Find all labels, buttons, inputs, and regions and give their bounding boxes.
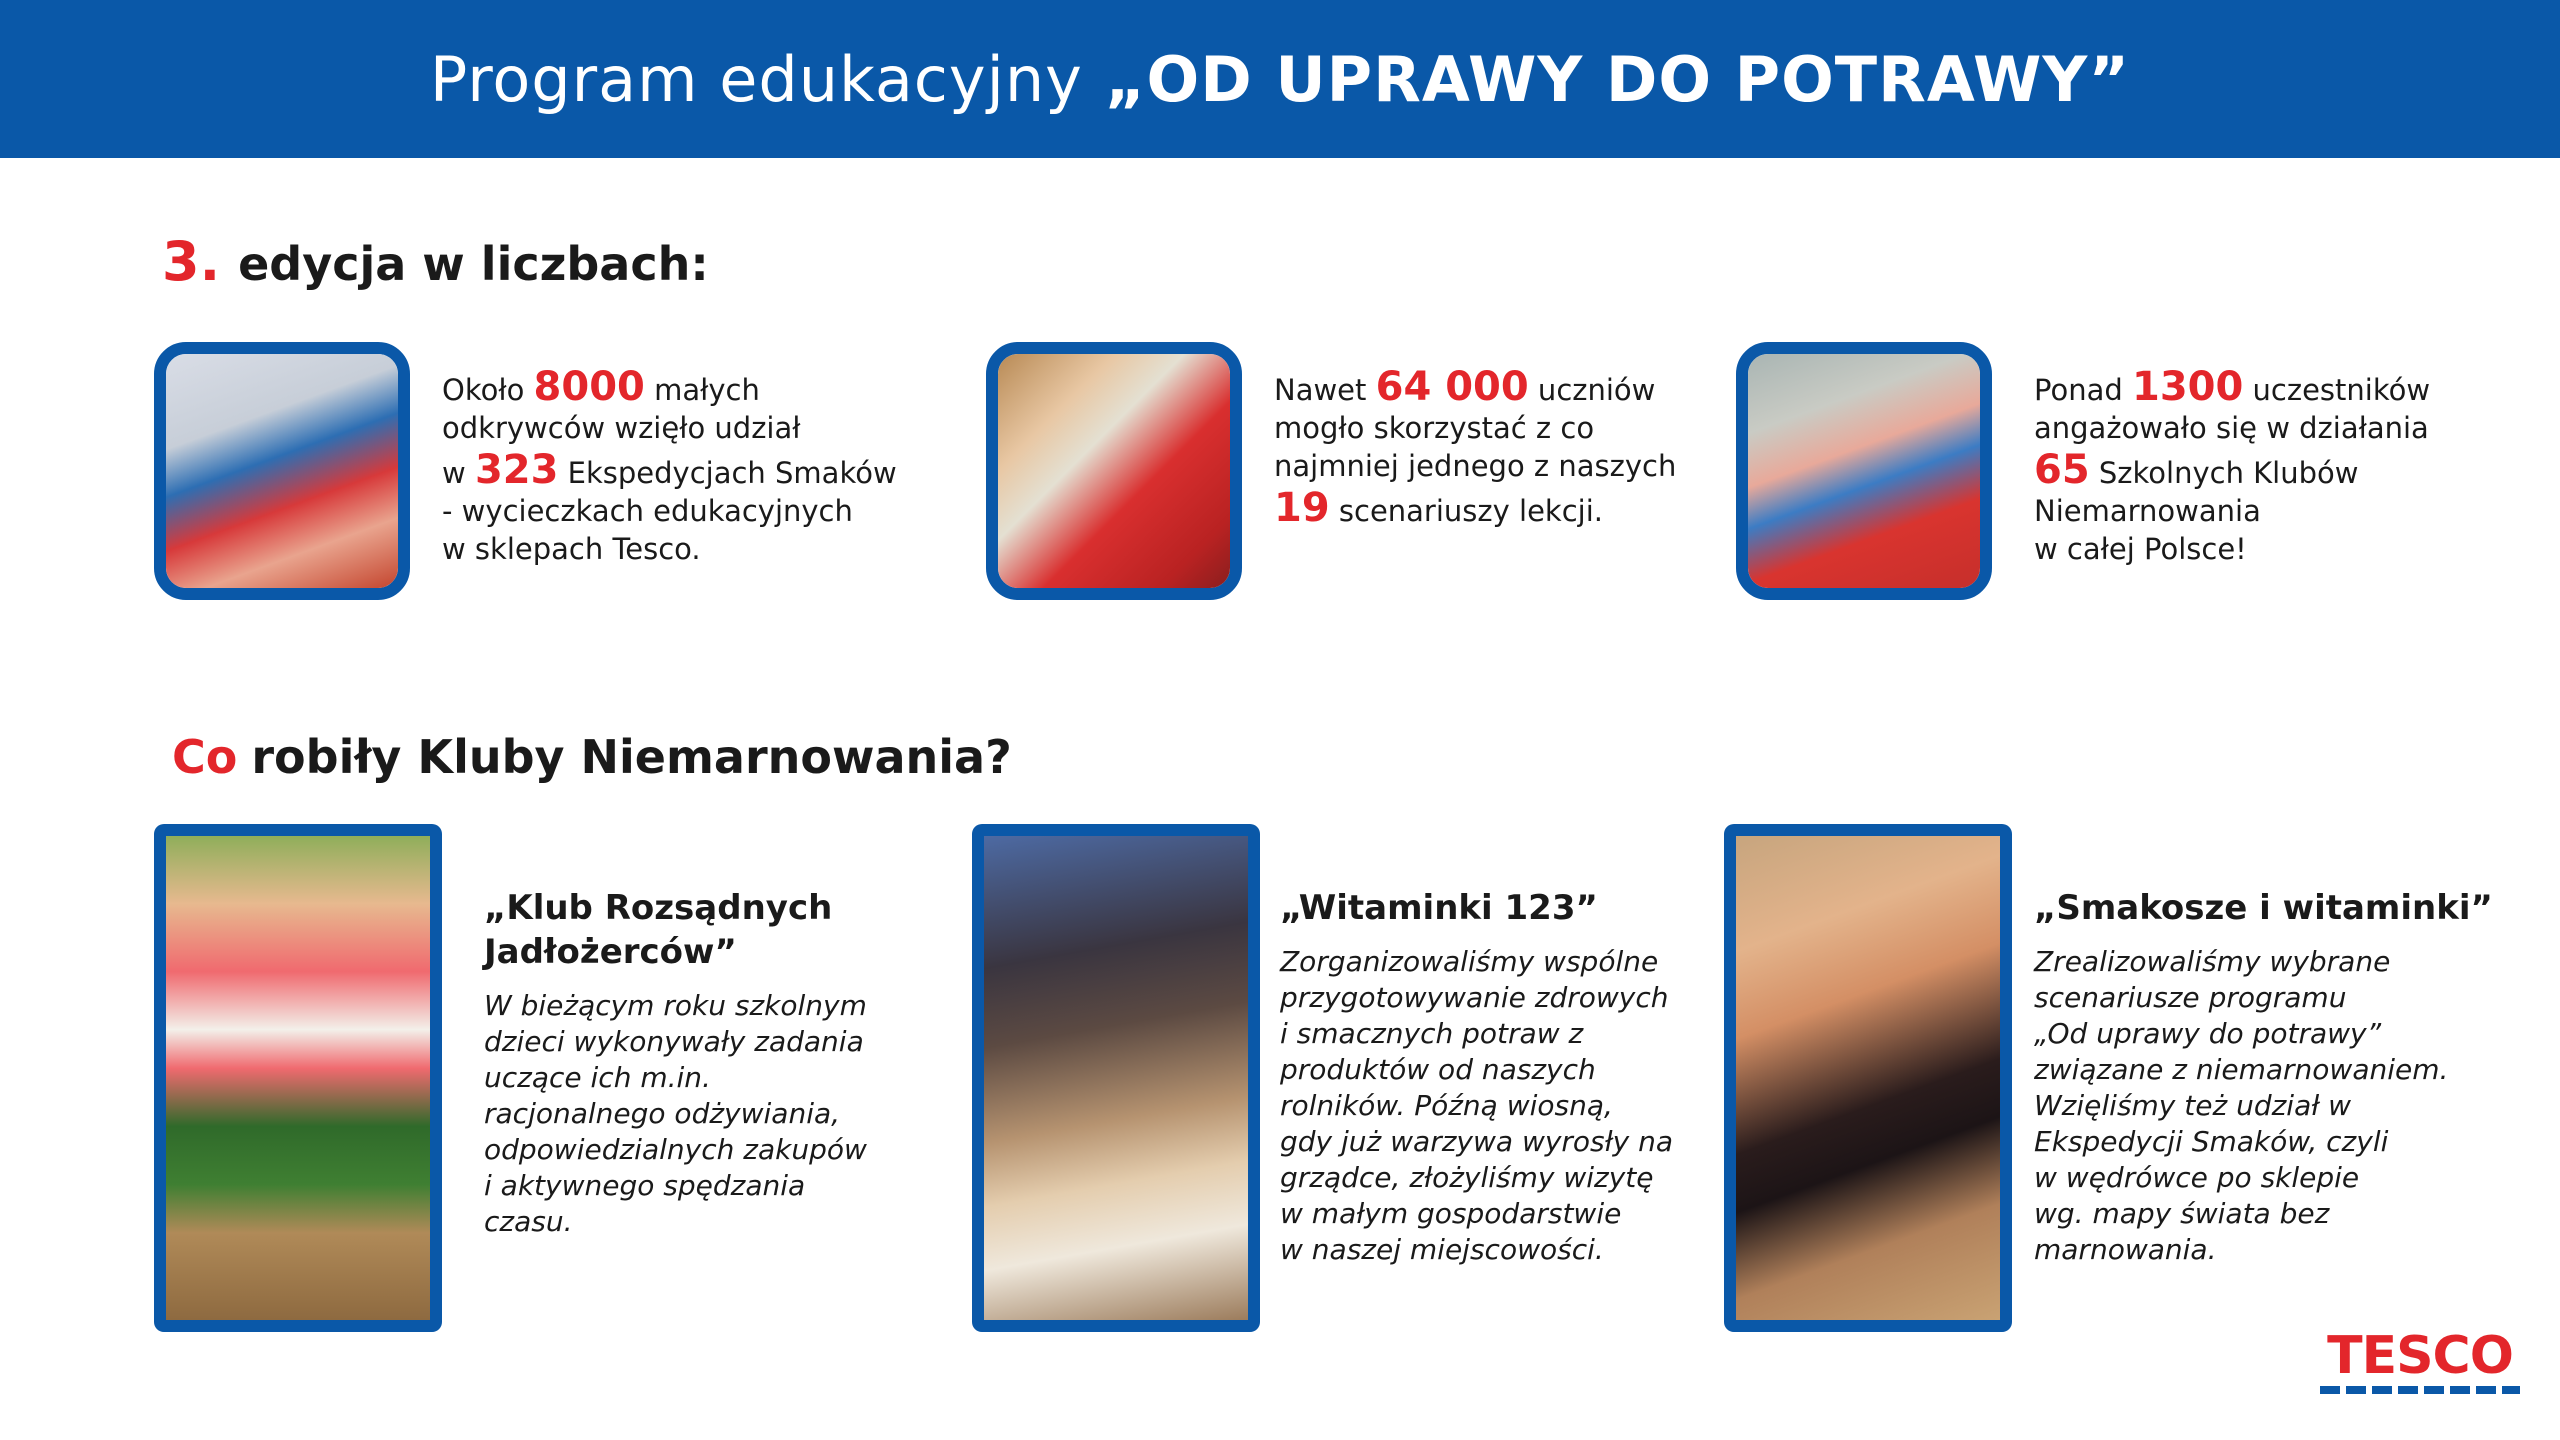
stat-text: w [442,456,475,490]
header-title-bold: „OD UPRAWY DO POTRAWY” [1104,42,2131,116]
stat-text: scenariuszy lekcji. [1329,494,1603,528]
club-text-line: odpowiedzialnych zakupów [484,1133,867,1166]
club-title-3 [2034,886,2493,930]
photo-girl-reading [986,342,1242,600]
stat-block-1 [442,364,897,568]
club-text-line: racjonalnego odżywiania, [484,1097,841,1130]
stat-text: - wycieczkach edukacyjnych [442,494,853,528]
club-text-line: produktów od naszych [1280,1053,1596,1086]
club-text-line: przygotowywanie zdrowych [1280,981,1669,1014]
club-text-line: związane z niemarnowaniem. [2034,1053,2449,1086]
club-text-line: uczące ich m.in. [484,1061,711,1094]
stat-text: najmniej jednego z naszych [1274,449,1677,483]
stat-text: angażowało się w działania [2034,411,2429,445]
stat-text: Niemarnowania [2034,494,2261,528]
section-title-text: edycja w liczbach: [238,237,709,291]
club-text-line: W bieżącym roku szkolnym [484,989,867,1022]
stat-block-2 [1274,364,1677,531]
club-text-line: rolników. Późną wiosną, [1280,1089,1613,1122]
tesco-logo [2320,1326,2520,1390]
header-banner [0,0,2560,158]
stat-number-expeditions: 323 [474,447,559,493]
stat-block-3 [2034,364,2431,568]
club-text-line: grządce, złożyliśmy wizytę [1280,1161,1654,1194]
stat-number-students: 64 000 [1375,364,1529,410]
section-title-text: robiły Kluby Niemarnowania? [251,730,1012,784]
logo-wordmark: TESCO [2327,1326,2513,1386]
stat-text: małych [644,373,760,407]
photo-shop-kids [154,342,410,600]
photo-kids-cheering [1736,342,1992,600]
club-text-3 [2034,944,2448,1268]
stat-text: Ponad [2034,373,2132,407]
stat-text: w sklepach Tesco. [442,532,701,566]
club-title-line: „Witaminki 123” [1280,888,1598,928]
club-text-line: w małym gospodarstwie [1280,1197,1622,1230]
club-text-line: gdy już warzywa wyrosły na [1280,1125,1674,1158]
club-title-line: „Klub Rozsądnych [484,888,833,928]
photo-cucumbers-basket [154,824,442,1332]
stat-number-clubs: 65 [2034,447,2090,493]
stat-number-scenarios: 19 [1274,485,1330,531]
club-text-line: i smacznych potraw z [1280,1017,1584,1050]
stat-text: w całej Polsce! [2034,532,2247,566]
club-title-line: „Smakosze i witaminki” [2034,888,2493,928]
header-title-light: Program edukacyjny [429,42,1083,116]
stat-text: Nawet [1274,373,1376,407]
club-text-1 [484,988,867,1240]
club-text-line: marnowania. [2034,1233,2217,1266]
club-text-line: Zorganizowaliśmy wspólne [1280,945,1659,978]
club-title-1 [484,886,832,974]
club-title-2 [1280,886,1598,930]
stat-text: mogło skorzystać z co [1274,411,1595,445]
club-title-line: Jadłożerców” [484,932,737,972]
club-text-line: w naszej miejscowości. [1280,1233,1604,1266]
club-text-line: Ekspedycji Smaków, czyli [2034,1125,2389,1158]
photo-kids-drawing [972,824,1260,1332]
club-text-2 [1280,944,1673,1268]
club-text-line: scenariusze programu [2034,981,2347,1014]
stat-text: uczestników [2243,373,2431,407]
edition-number: 3. [162,230,221,293]
club-text-line: dzieci wykonywały zadania [484,1025,864,1058]
club-text-line: Wzięliśmy też udział w [2034,1089,2352,1122]
stat-number-kids: 8000 [533,364,645,410]
photo-boy-pointing [1724,824,2012,1332]
club-text-line: „Od uprawy do potrawy” [2034,1017,2382,1050]
stat-text: Ekspedycjach Smaków [558,456,897,490]
stat-text: Szkolnych Klubów [2089,456,2359,490]
section-title-clubs [172,730,1012,784]
stat-text: odkrywców wzięło udział [442,411,801,445]
section-highlight: Co [172,730,238,784]
club-text-line: w wędrówce po sklepie [2034,1161,2360,1194]
club-text-line: Zrealizowaliśmy wybrane [2034,945,2391,978]
section-title-stats [162,230,709,293]
club-text-line: i aktywnego spędzania [484,1169,806,1202]
logo-stripes [2320,1386,2520,1394]
club-text-line: czasu. [484,1205,573,1238]
stat-number-participants: 1300 [2131,364,2244,410]
club-text-line: wg. mapy świata bez [2034,1197,2330,1230]
stat-text: Około [442,373,534,407]
stat-text: uczniów [1528,373,1656,407]
